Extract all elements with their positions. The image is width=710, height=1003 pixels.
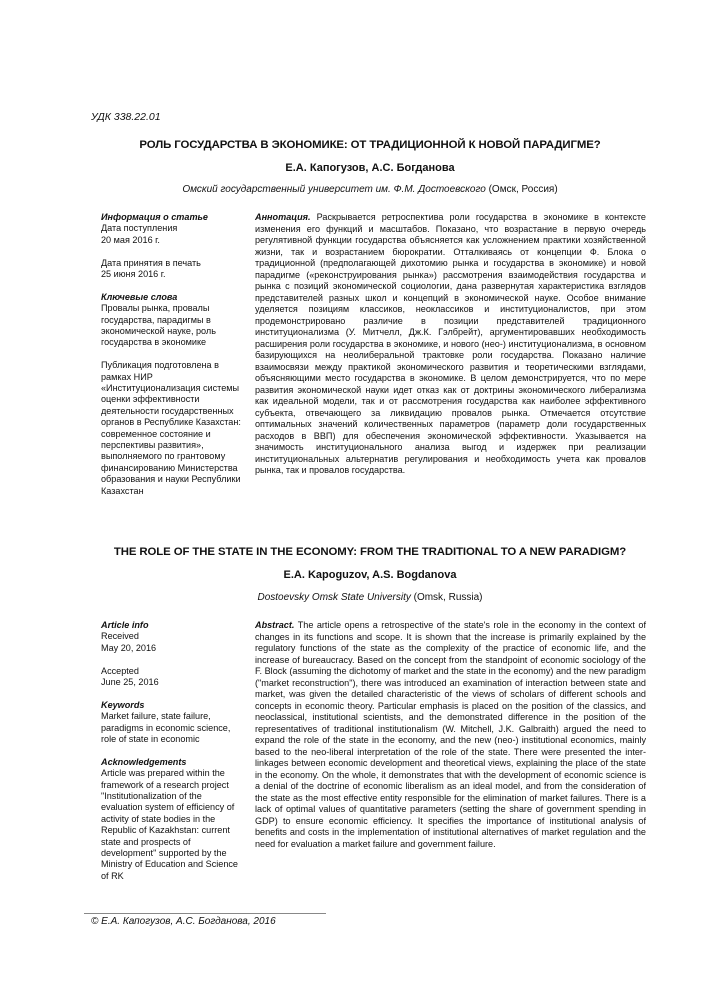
abstract-label-en: Abstract. [255, 620, 295, 630]
affiliation-name-ru: Омский государственный университет им. Ф.М. Достоевского [182, 184, 486, 195]
abstract-text-en: The article opens a retrospective of the state's role in the economy in the context of changes in its functions and scope. It is shown that the increase is primarily explained by the regulatory functions of the state as the complexity of the practice of economic life, and the increase of bureaucracy. Based on the concept from the standpoint of economic sociology of the F. Block (assuming the dichotomy of market and the state in the economy) and the new paradigm ("market reconstruction"), there was introduced an examination of interaction between state and market, was given the detailed characteristic of the views of scholars of different schools and concepts in economic theory. Particular emphasis is placed on the position of the classics, and neoclassical, institutional scientists, and the demonstrated difference in the position of the representatives of traditional institutionalism (W. Mitchell, J.K. Galbraith) argued the need to expand the role of the state in the economy, and the new (neo-) institutional economics, mainly based to the neo-liberal interpretation of the role of the state. There were presented the inter-linkages between economic development and theoretical views, explaining the place of the state in the economy. On the whole, it demonstrates that with the development of economic science is a denial of the doctrine of economic liberalism as an ideal model, and from the consideration of the state as the most effective entity responsible for the elimination of market failures. There is a lack of optimal values of quantitative parameters (setting the share of government spending in GDP) to ensure economic efficiency. It specifies the importance of institutional analysis of benefits and costs in the implementation of institutional alternatives of market regulation and the need for evaluation a market failure and government failure. [255, 620, 646, 849]
affiliation-ru [60, 184, 680, 195]
accepted-date-ru: 25 июня 2016 г. [101, 269, 166, 280]
title-en: THE ROLE OF THE STATE IN THE ECONOMY: FROM THE TRADITIONAL TO A NEW PARADIGM? [113, 546, 627, 558]
title-ru: РОЛЬ ГОСУДАРСТВА В ЭКОНОМИКЕ: ОТ ТРАДИЦИОННОЙ К НОВОЙ ПАРАДИГМЕ? [139, 139, 601, 151]
affiliation-en [60, 592, 680, 603]
received-date-ru: 20 мая 2016 г. [101, 234, 160, 245]
affiliation-place-en: (Omsk, Russia) [410, 592, 483, 603]
keywords-heading-ru: Ключевые слова [101, 291, 178, 302]
udk-code: УДК 338.22.01 [91, 111, 161, 123]
keywords-ru: Провалы рынка, провалы государства, парадигмы в экономической науке, роль государства в экономике [101, 303, 216, 348]
article-info-en [101, 620, 241, 882]
authors-ru: Е.А. Капогузов, А.С. Богданова [285, 162, 455, 174]
accepted-date-en: June 25, 2016 [101, 677, 159, 688]
authors-en: E.A. Kapoguzov, A.S. Bogdanova [283, 569, 457, 581]
article-info-ru [101, 212, 241, 497]
received-label-ru: Дата поступления [101, 223, 178, 234]
abstract-en [255, 620, 646, 850]
keywords-heading-en: Keywords [101, 699, 145, 710]
info-heading-en: Article info [101, 620, 149, 630]
funding-ru: Публикация подготовлена в рамках НИР «Институционализация системы оценки эффективности деятельности государственных органов в Республике Казахстан: современное состояние и перспективы развития», выполняемого по грантовому финансированию Министерства образования и науки Республики Казахстан [101, 360, 241, 496]
abstract-ru [255, 212, 646, 477]
ack-heading-en: Acknowledgements [101, 756, 187, 767]
affiliation-name-en: Dostoevsky Omsk State University [257, 592, 411, 603]
ack-en: Article was prepared within the framework of a research project "Institutionalization of the evaluation system of efficiency of activity of state bodies in the Republic of Kazakhstan: current state and prospects of development" supported by the Ministry of Education and Science of RK [101, 768, 238, 881]
copyright: © Е.А. Капогузов, А.С. Богданова, 2016 [91, 916, 276, 927]
accepted-label-ru: Дата принятия в печать [101, 257, 201, 268]
keywords-en: Market failure, state failure, paradigms in economic science, role of state in economic [101, 711, 231, 745]
abstract-text-ru: Раскрывается ретроспектива роли государства в экономике в контексте изменения его функций и масштабов. Показано, что возрастание в первую очередь регулятивной функции государства объясняется как усложнением практики хозяйственной жизни, так и возрастанием бюрократии. Отталкиваясь от концепции Ф. Блока о традиционной (предполагающей дихотомию рынка и государства в экономике) и новой парадигме («реконструирования рынка») рассмотрения взаимодействия государства и рынка с позиций экономической социологии, дана развернутая характеристика взглядов представителей разных школ и концепций в экономической науке. Особое внимание уделяется позициям классиков, неоклассиков и институционалистов, при этом продемонстрировано различие в позиции представителей традиционного институционализма (У. Митчелл, Дж.К. Гэлбрейт), аргументировавших необходимость расширения роли государства в экономике, и нового (нео-) институционализма, в основном базирующихся на неолиберальной трактовке роли государства. Показано наличие взаимосвязи между практикой экономического развития и теоретическими взглядами, объясняющими место государства в экономике. В целом демонстрируется, что по мере развития экономической науки идет отказ как от доктрины экономического либерализма как идеальной модели, так и от рассмотрения государства как наиболее эффективного субъекта, отвечающего за ликвидацию провалов рынка. Отмечается отсутствие оптимальных значений количественных параметров (параметр доли государственных расходов в ВВП) для обеспечения экономической эффективности. Указывается на значимость институционального анализа выгод и издержек при реализации институциональных альтернатив регулирования и необходимость учета как провалов рынка, так и провалов государства. [255, 212, 646, 475]
abstract-label-ru: Аннотация. [255, 212, 311, 222]
received-date-en: May 20, 2016 [101, 642, 157, 653]
accepted-label-en: Accepted [101, 665, 139, 676]
footnote-divider [84, 913, 326, 914]
received-label-en: Received [101, 631, 139, 642]
affiliation-place-ru: (Омск, Россия) [485, 184, 558, 195]
info-heading-ru: Информация о статье [101, 212, 208, 222]
